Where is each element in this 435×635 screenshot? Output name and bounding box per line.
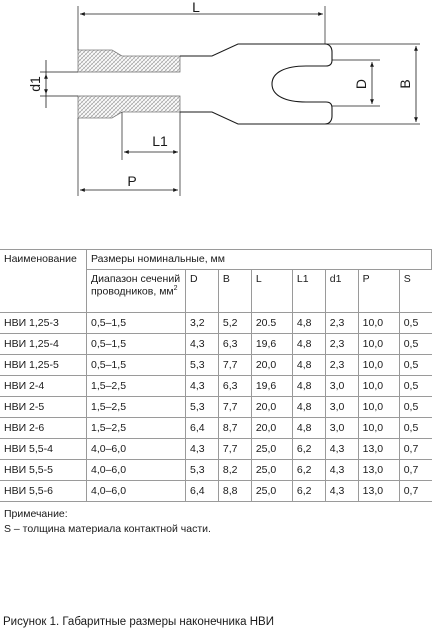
cell-l: 20.5 (251, 313, 292, 334)
cell-p: 10,0 (358, 418, 399, 439)
label-D: D (353, 78, 369, 90)
cell-s: 0,5 (399, 418, 431, 439)
cell-range: 1,5–2,5 (87, 376, 186, 397)
label-B: B (397, 79, 413, 89)
notes-title: Примечание: (4, 508, 68, 520)
table-row (0, 376, 432, 397)
cell-b: 5,2 (218, 313, 251, 334)
cell-d1: 3,0 (325, 418, 358, 439)
cell-s: 0,5 (399, 355, 431, 376)
cell-p: 10,0 (358, 397, 399, 418)
cell-range: 0,5–1,5 (87, 355, 186, 376)
cell-b: 7,7 (218, 355, 251, 376)
cell-d1: 2,3 (325, 355, 358, 376)
cell-l1: 4,8 (292, 355, 325, 376)
table-row (0, 418, 432, 439)
cell-l: 20,0 (251, 397, 292, 418)
cell-range: 4,0–6,0 (87, 481, 186, 502)
cell-d: 6,4 (186, 418, 219, 439)
range-header-sup: 2 (173, 285, 178, 293)
label-P: P (127, 173, 137, 189)
cell-name: НВИ 2-6 (0, 418, 87, 439)
cell-p: 13,0 (358, 481, 399, 502)
notes (4, 507, 211, 537)
col-header-S: S (399, 270, 431, 313)
cell-range: 1,5–2,5 (87, 397, 186, 418)
cell-d: 6,4 (186, 481, 219, 502)
cell-s: 0,7 (399, 439, 431, 460)
cell-p: 10,0 (358, 313, 399, 334)
table-row (0, 313, 432, 334)
cell-name: НВИ 1,25-4 (0, 334, 87, 355)
cell-d: 5,3 (186, 397, 219, 418)
cell-s: 0,5 (399, 397, 431, 418)
cell-s: 0,7 (399, 481, 431, 502)
group-header-text: Размеры номинальные, мм (91, 253, 225, 266)
cell-b: 7,7 (218, 397, 251, 418)
cell-l: 19,6 (251, 334, 292, 355)
cell-l: 25,0 (251, 439, 292, 460)
cell-d: 4,3 (186, 439, 219, 460)
cell-s: 0,5 (399, 376, 431, 397)
cell-l1: 4,8 (292, 397, 325, 418)
cell-b: 8,8 (218, 481, 251, 502)
cell-d: 5,3 (186, 460, 219, 481)
table-row (0, 334, 432, 355)
col-header-L: L (251, 270, 292, 313)
cell-l1: 6,2 (292, 439, 325, 460)
cell-p: 13,0 (358, 460, 399, 481)
cell-p: 13,0 (358, 439, 399, 460)
cell-range: 4,0–6,0 (87, 460, 186, 481)
cell-l1: 4,8 (292, 376, 325, 397)
name-column-header (0, 250, 87, 313)
cell-d: 3,2 (186, 313, 219, 334)
range-column-header (87, 270, 186, 313)
group-header (87, 250, 432, 270)
col-header-L1: L1 (292, 270, 325, 313)
cell-name: НВИ 1,25-3 (0, 313, 87, 334)
cell-b: 8,2 (218, 460, 251, 481)
label-L1: L1 (152, 133, 168, 149)
range-header-line1: Диапазон сечений (91, 273, 181, 285)
fork-tongue-outline (180, 44, 332, 124)
cell-l: 25,0 (251, 481, 292, 502)
cell-l: 20,0 (251, 355, 292, 376)
label-d1: d1 (27, 76, 43, 92)
dimensions-table (0, 249, 432, 502)
figure-caption: Рисунок 1. Габаритные размеры наконечника НВИ (3, 616, 274, 628)
col-header-D: D (186, 270, 219, 313)
cell-l1: 4,8 (292, 313, 325, 334)
cell-name: НВИ 1,25-5 (0, 355, 87, 376)
cell-l: 25,0 (251, 460, 292, 481)
cell-l1: 6,2 (292, 481, 325, 502)
cell-d: 5,3 (186, 355, 219, 376)
cell-name: НВИ 5,5-4 (0, 439, 87, 460)
range-header-line2: проводников, мм (91, 285, 174, 298)
cell-d1: 4,3 (325, 460, 358, 481)
cell-b: 8,7 (218, 418, 251, 439)
table-row (0, 439, 432, 460)
cell-b: 6,3 (218, 334, 251, 355)
cell-name: НВИ 2-4 (0, 376, 87, 397)
cell-range: 1,5–2,5 (87, 418, 186, 439)
cell-d1: 3,0 (325, 376, 358, 397)
cell-d1: 3,0 (325, 397, 358, 418)
cell-s: 0,5 (399, 334, 431, 355)
cell-s: 0,5 (399, 313, 431, 334)
cell-p: 10,0 (358, 355, 399, 376)
table-row (0, 460, 432, 481)
insulation-sleeve (78, 50, 180, 118)
name-header-text: Наименование (4, 253, 77, 265)
col-header-d1: d1 (325, 270, 358, 313)
terminal-dimension-drawing (0, 0, 435, 245)
cell-name: НВИ 5,5-6 (0, 481, 87, 502)
table-row (0, 355, 432, 376)
cell-s: 0,7 (399, 460, 431, 481)
cell-d1: 2,3 (325, 313, 358, 334)
cell-l1: 4,8 (292, 418, 325, 439)
cell-range: 4,0–6,0 (87, 439, 186, 460)
table-header-row (0, 250, 432, 270)
cell-b: 7,7 (218, 439, 251, 460)
cell-l: 19,6 (251, 376, 292, 397)
cell-d1: 4,3 (325, 439, 358, 460)
col-header-P: P (358, 270, 399, 313)
cell-name: НВИ 2-5 (0, 397, 87, 418)
table-row (0, 397, 432, 418)
cell-d: 4,3 (186, 376, 219, 397)
label-L: L (192, 0, 200, 15)
cell-range: 0,5–1,5 (87, 313, 186, 334)
cell-l: 20,0 (251, 418, 292, 439)
col-header-B: B (218, 270, 251, 313)
cell-p: 10,0 (358, 376, 399, 397)
cell-d: 4,3 (186, 334, 219, 355)
table-row (0, 481, 432, 502)
cell-p: 10,0 (358, 334, 399, 355)
cell-l1: 4,8 (292, 334, 325, 355)
notes-text: S – толщина материала контактной части. (4, 523, 211, 535)
cell-range: 0,5–1,5 (87, 334, 186, 355)
cell-l1: 6,2 (292, 460, 325, 481)
cell-d1: 2,3 (325, 334, 358, 355)
cell-name: НВИ 5,5-5 (0, 460, 87, 481)
cell-d1: 4,3 (325, 481, 358, 502)
cell-b: 6,3 (218, 376, 251, 397)
